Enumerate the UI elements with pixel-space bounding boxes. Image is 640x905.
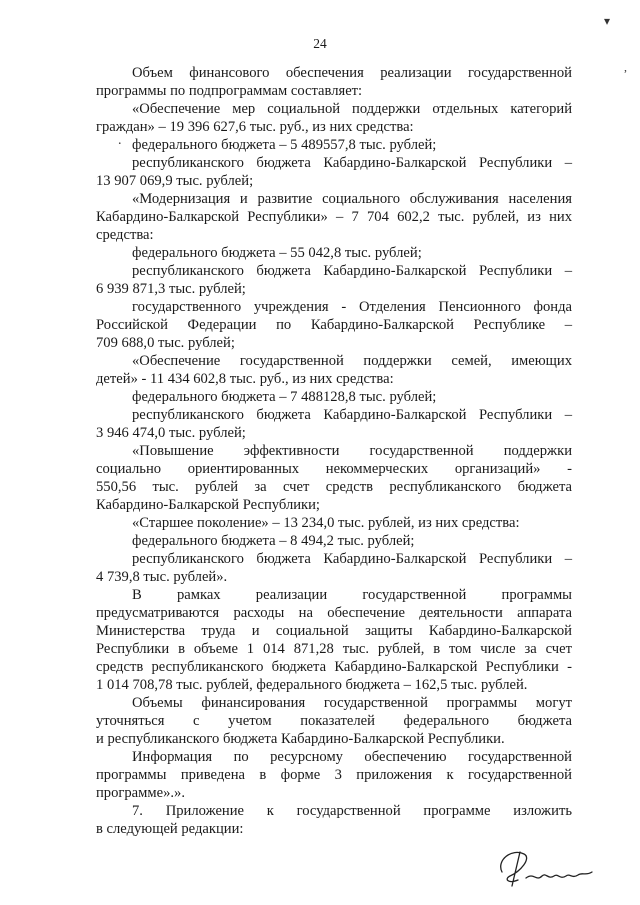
text-line: «Обеспечение мер социальной поддержки отдельных категорий xyxy=(132,101,572,117)
text-line: в следующей редакции: xyxy=(96,821,244,837)
text-line: средств республиканского бюджета Кабардино-Балкарской Республики - xyxy=(96,659,572,675)
text-line: 6 939 871,3 тыс. рублей; xyxy=(96,281,246,297)
text-line: республиканского бюджета Кабардино-Балкарской Республики – xyxy=(132,155,572,171)
scan-mark: . xyxy=(118,133,122,148)
text-line: республиканского бюджета Кабардино-Балкарской Республики – xyxy=(132,263,572,279)
text-line: В рамках реализации государственной программы xyxy=(132,587,572,603)
text-line: федерального бюджета – 55 042,8 тыс. рублей; xyxy=(132,245,422,261)
text-line: программы приведена в форме 3 приложения к государственной xyxy=(96,767,572,783)
text-line: «Старшее поколение» – 13 234,0 тыс. рублей, из них средства: xyxy=(132,515,520,531)
text-line: федерального бюджета – 7 488128,8 тыс. рублей; xyxy=(132,389,437,405)
text-line: 3 946 474,0 тыс. рублей; xyxy=(96,425,246,441)
text-line: предусматриваются расходы на обеспечение деятельности аппарата xyxy=(96,605,572,621)
text-line: 709 688,0 тыс. рублей; xyxy=(96,335,235,351)
handwritten-signature xyxy=(490,842,600,892)
text-line: детей» - 11 434 602,8 тыс. руб., из них средства: xyxy=(96,371,394,387)
text-line: Объемы финансирования государственной программы могут xyxy=(132,695,572,711)
text-line: программы по подпрограммам составляет: xyxy=(96,83,363,99)
text-line: Кабардино-Балкарской Республики» – 7 704 602,2 тыс. рублей, из них xyxy=(96,209,572,225)
text-line: федерального бюджета – 5 489557,8 тыс. рублей; xyxy=(132,137,437,153)
text-line: программе».». xyxy=(96,785,186,801)
text-line: Республики в объеме 1 014 871,28 тыс. рублей, в том числе за счет xyxy=(96,641,572,657)
text-line: Российской Федерации по Кабардино-Балкарской Республике – xyxy=(96,317,572,333)
scan-mark: ▾ xyxy=(604,14,611,28)
text-line: республиканского бюджета Кабардино-Балкарской Республики – xyxy=(132,551,572,567)
text-line: и республиканского бюджета Кабардино-Балкарской Республики. xyxy=(96,731,505,747)
text-line: 1 014 708,78 тыс. рублей, федерального бюджета – 162,5 тыс. рублей. xyxy=(96,677,528,693)
scan-mark: , xyxy=(624,60,627,74)
text-line: 550,56 тыс. рублей за счет средств республиканского бюджета xyxy=(96,479,572,495)
text-line: Объем финансового обеспечения реализации государственной xyxy=(132,65,572,81)
text-line: уточняться с учетом показателей федерального бюджета xyxy=(96,713,572,729)
text-line: федерального бюджета – 8 494,2 тыс. рублей; xyxy=(132,533,415,549)
text-line: граждан» – 19 396 627,6 тыс. руб., из них средства: xyxy=(96,119,414,135)
text-line: 7. Приложение к государственной программе изложить xyxy=(132,803,572,819)
text-line: «Модернизация и развитие социального обслуживания населения xyxy=(132,191,572,207)
text-line: Информация по ресурсному обеспечению государственной xyxy=(132,749,572,765)
text-line: «Повышение эффективности государственной поддержки xyxy=(132,443,572,459)
text-line: Кабардино-Балкарской Республики; xyxy=(96,497,320,513)
text-line: социально ориентированных некоммерческих организаций» - xyxy=(96,461,572,477)
text-line: 4 739,8 тыс. рублей». xyxy=(96,569,228,585)
page-number: 24 xyxy=(313,36,327,51)
text-line: Министерства труда и социальной защиты Кабардино-Балкарской xyxy=(96,623,572,639)
text-line: республиканского бюджета Кабардино-Балкарской Республики – xyxy=(132,407,572,423)
text-line: государственного учреждения - Отделения Пенсионного фонда xyxy=(132,299,572,315)
text-line: средства: xyxy=(96,227,154,243)
text-line: 13 907 069,9 тыс. рублей; xyxy=(96,173,254,189)
text-line: «Обеспечение государственной поддержки семей, имеющих xyxy=(132,353,572,369)
